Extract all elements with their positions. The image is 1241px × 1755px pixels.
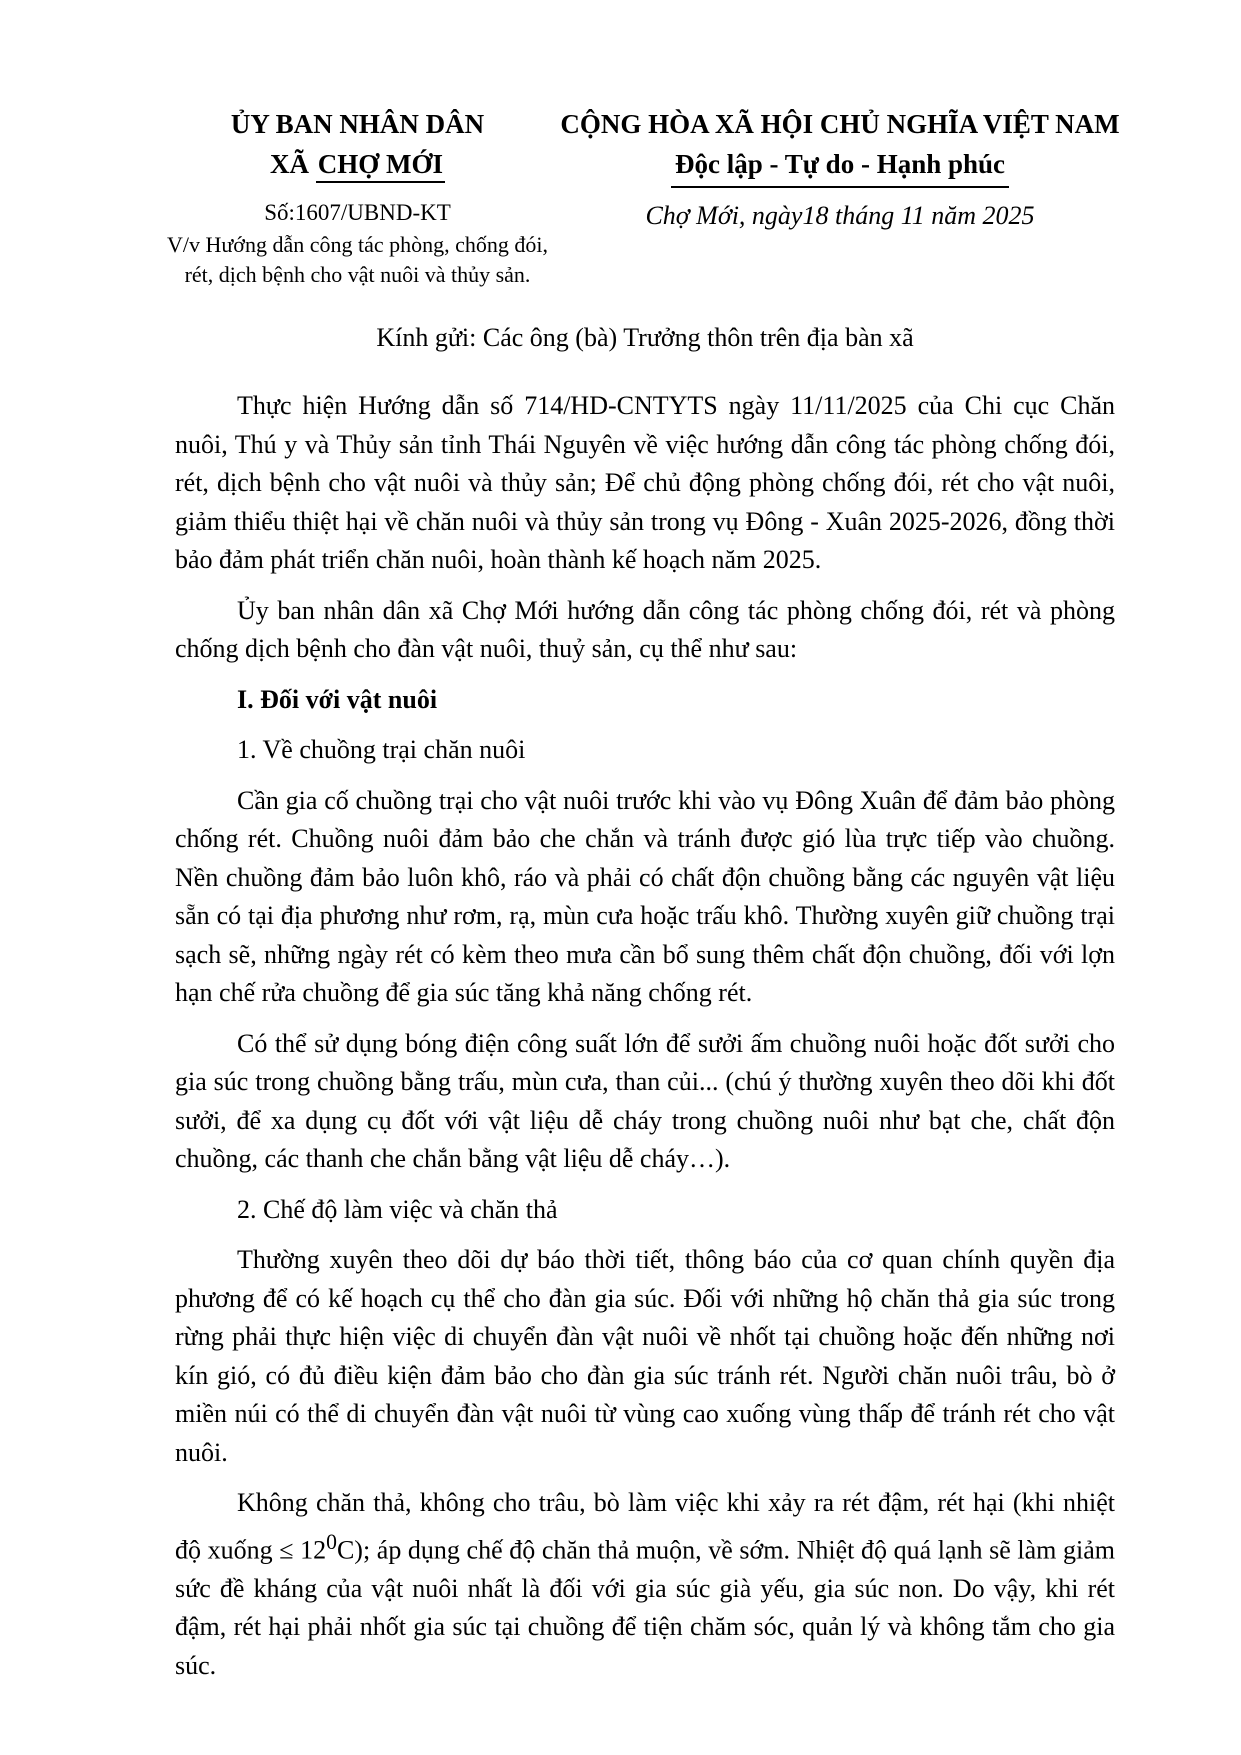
recipient-line: Kính gửi: Các ông (bà) Trưởng thôn trên địa bàn xã [376, 323, 914, 352]
paragraph-guidance: Ủy ban nhân dân xã Chợ Mới hướng dẫn công tác phòng chống đói, rét và phòng chống dịch bệnh cho đàn vật nuôi, thuỷ sản, cụ thể như sau: [175, 595, 1115, 663]
paragraph-intro: Thực hiện Hướng dẫn số 714/HD-CNTYTS ngày 11/11/2025 của Chi cục Chăn nuôi, Thú y và Thủy sản tỉnh Thái Nguyên về việc hướng dẫn công tác phòng chống đói, rét, dịch bệnh cho vật nuôi và thủy sản; Để chủ động phòng chống đói, rét cho vật nuôi, giảm thiểu thiệt hại về chăn nuôi và thủy sản trong vụ Đông - Xuân 2025-2026, đồng thời bảo đảm phát triển chăn nuôi, hoàn thành kế hoạch năm 2025. [175, 391, 1115, 574]
paragraph-heating: Có thể sử dụng bóng điện công suất lớn để sưởi ấm chuồng nuôi hoặc đốt sưởi cho gia súc trong chuồng bằng trấu, mùn cưa, than củi... (chú ý thường xuyên theo dõi khi đốt sưởi, để xa dụng cụ đốt với vật liệu dễ cháy trong chuồng nuôi như bạt che, chất độn chuồng, các thanh che chắn bằng vật liệu dễ cháy…). [175, 1028, 1115, 1173]
subsection-heading-1: 1. Về chuồng trại chăn nuôi [237, 735, 526, 764]
document-body [175, 387, 1115, 1685]
paragraph-barn: Cần gia cố chuồng trại cho vật nuôi trước khi vào vụ Đông Xuân để đảm bảo phòng chống rét. Chuồng nuôi đảm bảo che chắn và tránh được gió lùa trực tiếp vào chuồng. Nền chuồng đảm bảo luôn khô, ráo và phải có chất độn chuồng bằng các nguyên vật liệu sẵn có tại địa phương như rơm, rạ, mùn cưa hoặc trấu khô. Thường xuyên giữ chuồng trại sạch sẽ, những ngày rét có kèm theo mưa cần bổ sung thêm chất độn chuồng, đối với lợn hạn chế rửa chuồng để gia súc tăng khả năng chống rét. [175, 785, 1115, 1007]
national-motto: Độc lập - Tự do - Hạnh phúc [671, 144, 1009, 188]
agency-prefix: XÃ [270, 149, 316, 179]
agency-name-line2 [160, 144, 555, 184]
subsection-heading-2: 2. Chế độ làm việc và chăn thả [237, 1194, 558, 1224]
section-heading: I. Đối với vật nuôi [237, 684, 438, 714]
document-reference [150, 198, 565, 290]
paragraph-cold-protection: Không chăn thả, không cho trâu, bò làm việc khi xảy ra rét đậm, rét hại (khi nhiệt độ xuống ≤ $12^0C$); áp dụng chế độ chăn thả muộn, về sớm. Nhiệt độ quá lạnh sẽ làm giảm sức đề kháng của vật nuôi nhất là đối với gia súc già yếu, gia súc non. Do vậy, khi rét đậm, rét hại phải nhốt gia súc tại chuồng để tiện chăm sóc, quản lý và không tắm cho gia súc. [175, 1488, 1115, 1680]
document-subject: V/v Hướng dẫn công tác phòng, chống đói, rét, dịch bệnh cho vật nuôi và thủy sản. [167, 232, 548, 287]
degree-superscript: 0 [326, 1529, 337, 1554]
agency-commune-name: CHỢ MỚI [316, 149, 445, 183]
document-number: Số:1607/UBND-KT [264, 200, 451, 225]
paragraph-grazing: Thường xuyên theo dõi dự báo thời tiết, thông báo của cơ quan chính quyền địa phương để có kế hoạch cụ thể cho đàn gia súc. Đối với những hộ chăn thả gia súc trong rừng phải thực hiện việc di chuyển đàn vật nuôi về nhốt tại chuồng hoặc đến những nơi kín gió, có đủ điều kiện đảm bảo cho đàn gia súc tránh rét. Người chăn nuôi trâu, bò ở miền núi có thể di chuyển đàn vật nuôi từ vùng cao xuống vùng thấp để tránh rét cho vật nuôi. [175, 1245, 1115, 1467]
date-line: Chợ Mới, ngày18 tháng 11 năm 2025 [645, 201, 1035, 230]
national-header [530, 104, 1150, 188]
country-name: CỘNG HÒA XÃ HỘI CHỦ NGHĨA VIỆT NAM [560, 109, 1120, 139]
issuing-agency [160, 104, 555, 184]
agency-name-line1: ỦY BAN NHÂN DÂN [230, 109, 485, 139]
